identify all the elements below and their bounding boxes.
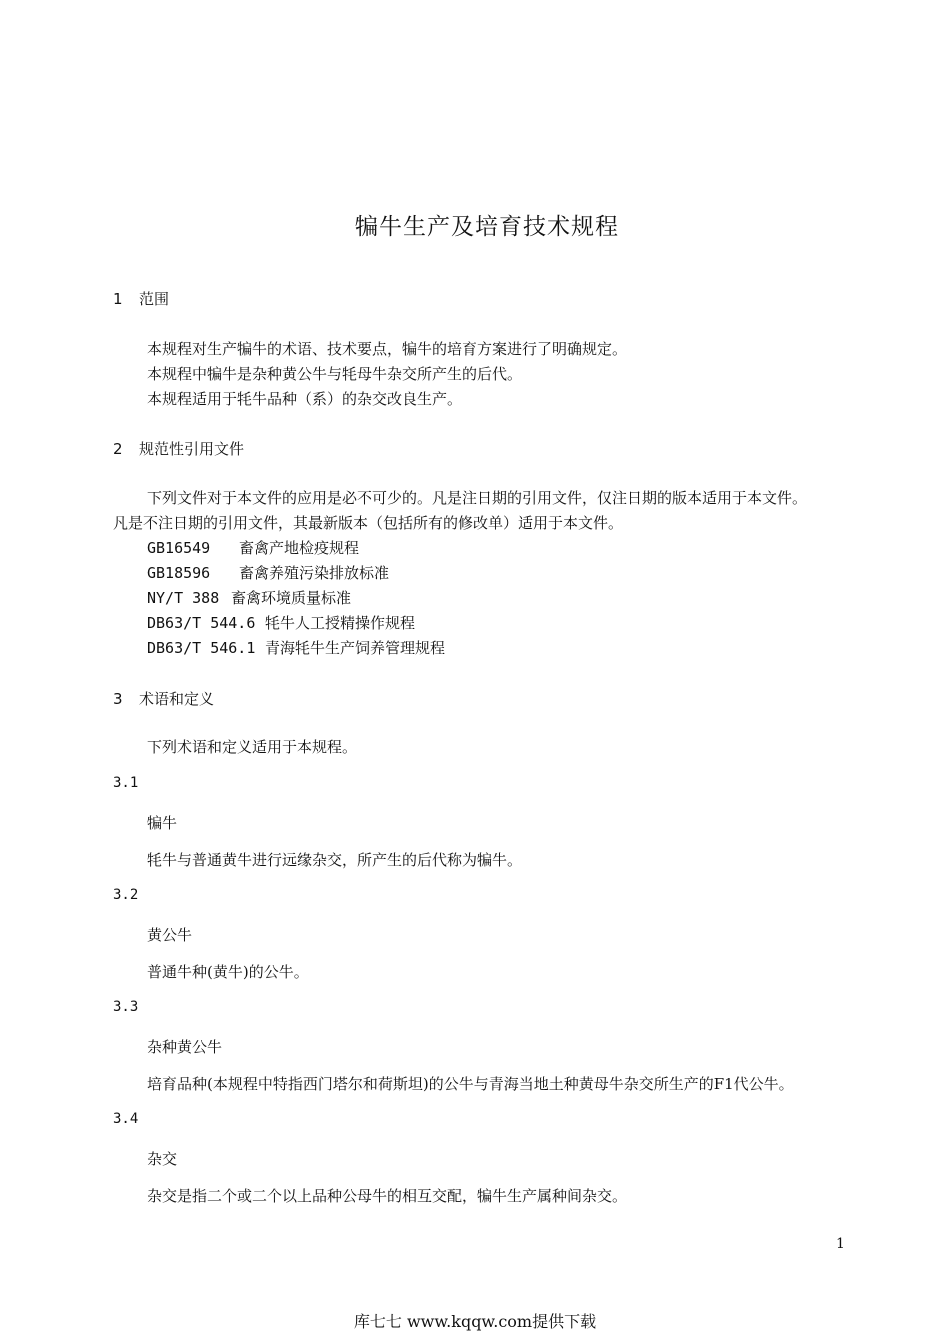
paragraph: 本规程中犏牛是杂种黄公牛与牦母牛杂交所产生的后代。: [147, 365, 523, 383]
reference-item: [147, 537, 359, 558]
page-title: 犏牛生产及培育技术规程: [355, 214, 619, 240]
term-number: 3.3: [113, 999, 139, 1015]
paragraph: 本规程适用于牦牛品种（系）的杂交改良生产。: [147, 390, 463, 408]
reference-name: 畜禽养殖污染排放标准: [239, 564, 390, 582]
reference-name: 畜禽环境质量标准: [231, 589, 352, 607]
download-footer: 库七七 www.kqqw.com提供下载: [353, 1312, 597, 1331]
reference-item: [147, 612, 415, 633]
section-2-heading: [113, 438, 244, 459]
term-title: 杂交: [147, 1150, 178, 1168]
section-title: 规范性引用文件: [139, 440, 245, 458]
section-1-heading: [113, 288, 169, 309]
reference-name: 牦牛人工授精操作规程: [265, 614, 416, 632]
term-definition: 牦牛与普通黄牛进行远缘杂交，所产生的后代称为犏牛。: [147, 851, 523, 869]
reference-code: NY/T 388: [147, 589, 220, 607]
reference-code: GB16549: [147, 539, 211, 557]
term-title: 黄公牛: [147, 926, 193, 944]
paragraph: 下列术语和定义适用于本规程。: [147, 738, 358, 756]
section-number: 1: [113, 290, 123, 308]
section-title: 术语和定义: [139, 690, 215, 708]
page-number: 1: [836, 1236, 845, 1252]
paragraph-line: 凡是不注日期的引用文件，其最新版本（包括所有的修改单）适用于本文件。: [113, 514, 624, 532]
reference-name: 畜禽产地检疫规程: [239, 539, 360, 557]
paragraph-line: 下列文件对于本文件的应用是必不可少的。凡是注日期的引用文件，仅注日期的版本适用于本文件。: [147, 489, 808, 507]
reference-code: DB63/T 544.6: [147, 614, 256, 632]
term-definition: 培育品种(本规程中特指西门塔尔和荷斯坦)的公牛与青海当地土种黄母牛杂交所生产的F1代公牛。: [147, 1075, 794, 1093]
paragraph: 本规程对生产犏牛的术语、技术要点，犏牛的培育方案进行了明确规定。: [147, 340, 628, 358]
section-title: 范围: [139, 290, 170, 308]
section-3-heading: [113, 688, 214, 709]
reference-item: [147, 637, 445, 658]
term-title: 犏牛: [147, 814, 178, 832]
reference-name: 青海牦牛生产饲养管理规程: [265, 639, 446, 657]
section-number: 3: [113, 690, 123, 708]
reference-item: [147, 587, 351, 608]
section-number: 2: [113, 440, 123, 458]
reference-item: [147, 562, 389, 583]
term-title: 杂种黄公牛: [147, 1038, 223, 1056]
term-number: 3.2: [113, 887, 139, 903]
term-definition: 杂交是指二个或二个以上品种公母牛的相互交配，犏牛生产属种间杂交。: [147, 1187, 628, 1205]
reference-code: DB63/T 546.1: [147, 639, 256, 657]
term-number: 3.4: [113, 1111, 139, 1127]
term-definition: 普通牛种(黄牛)的公牛。: [147, 963, 309, 981]
reference-code: GB18596: [147, 564, 211, 582]
term-number: 3.1: [113, 775, 139, 791]
